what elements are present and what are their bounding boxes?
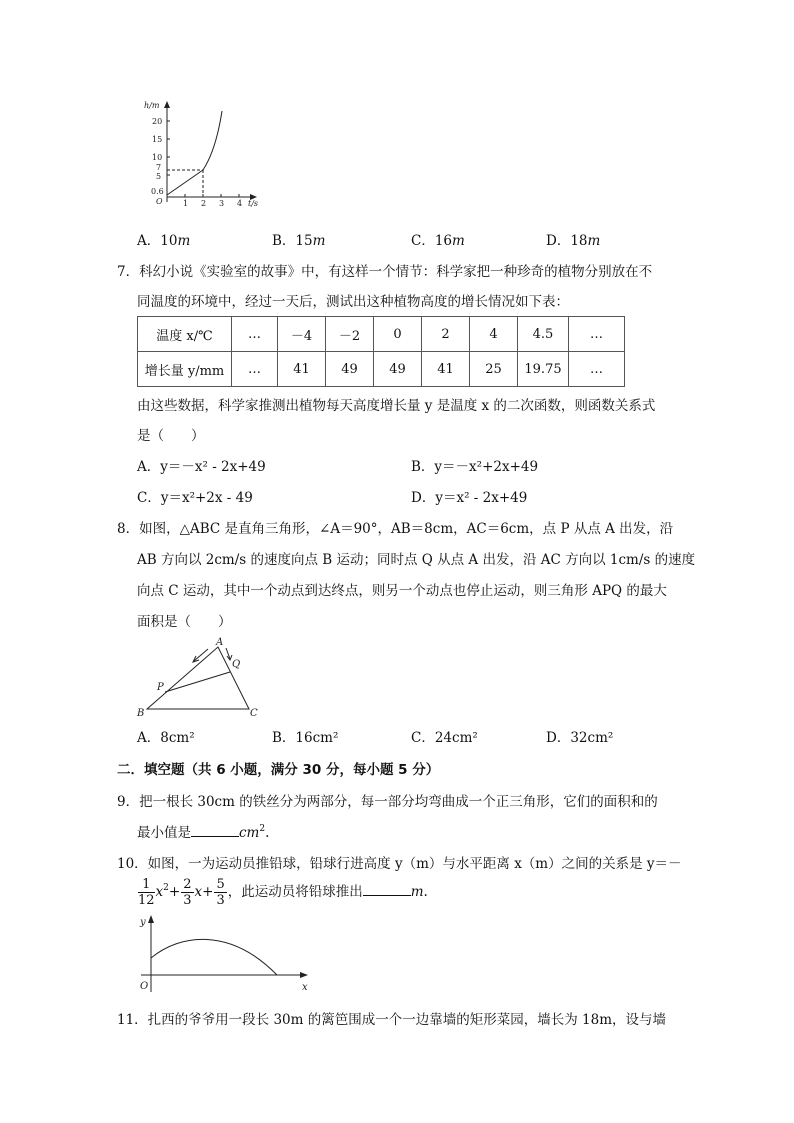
- section-2-heading: 二．填空题（共 6 小题，满分 30 分，每小题 5 分）: [117, 762, 440, 778]
- q9-text-line-1: 9．把一根长 30cm 的铁丝分为两部分，每一部分均弯曲成一个正三角形，它们的面积和的: [117, 794, 658, 810]
- y-axis-label: y: [140, 917, 146, 928]
- q8-text-line-2: AB 方向以 2cm/s 的速度向点 B 运动；同时点 Q 从点 A 出发，沿 AC 方向以 1cm/s 的速度: [137, 552, 696, 568]
- label-c: C: [250, 708, 258, 719]
- table-cell: 4: [470, 317, 518, 352]
- answer-blank[interactable]: [191, 824, 239, 837]
- table-cell: 41: [422, 352, 470, 387]
- fraction: $\frac{1}{12}$: [138, 877, 155, 908]
- label-q: Q: [232, 659, 241, 670]
- q7-text-line-2: 同温度的环境中，经过一天后，测试出这种植物高度的增长情况如下表：: [137, 294, 569, 310]
- x-axis-arrow: [300, 972, 308, 978]
- table-cell: 19.75: [518, 352, 569, 387]
- x-tick-label: 3: [219, 199, 225, 208]
- x-axis-label: t/s: [248, 199, 259, 208]
- x-tick-label: 4: [237, 199, 243, 208]
- fraction: $\frac{5}{3}$: [216, 877, 225, 908]
- table-cell: 2: [422, 317, 470, 352]
- q8-option-b[interactable]: B．16cm²: [272, 730, 339, 746]
- figure-6-graph: [140, 98, 265, 210]
- y-axis-label: h/m: [144, 101, 160, 110]
- table-cell-header: 温度 x/℃: [138, 317, 232, 352]
- table-cell: 41: [278, 352, 326, 387]
- q8-text-line-3: 向点 C 运动，其中一个动点到达终点，则另一个动点也停止运动，则三角形 APQ 的最大: [137, 583, 667, 599]
- origin-label: O: [140, 981, 149, 992]
- q10-text-line-1: 10．如图，一为运动员推铅球，铅球行进高度 y（m）与水平距离 x（m）之间的关系是 y＝－: [117, 856, 682, 872]
- q8-option-d[interactable]: D．32cm²: [546, 730, 614, 746]
- table-row-temperature: [138, 317, 625, 352]
- q7-option-c[interactable]: C．y＝x²+2x - 49: [137, 490, 253, 506]
- q7-option-d[interactable]: D．y＝x² - 2x+49: [411, 490, 528, 506]
- q7-text-line-4: 是（ ）: [137, 428, 205, 444]
- segment-pq: [165, 672, 230, 692]
- y-tick-label: 0.6: [151, 187, 164, 196]
- table-cell: －2: [326, 317, 374, 352]
- arrow-ab: [194, 649, 208, 661]
- q8-option-a[interactable]: A．8cm²: [137, 730, 195, 746]
- y-tick-label: 15: [152, 135, 163, 144]
- figure-10-trajectory: [135, 912, 315, 996]
- graph-segment-linear: [167, 170, 203, 195]
- y-tick-label: 10: [152, 153, 163, 162]
- table-row-growth: [138, 352, 625, 387]
- q8-option-c[interactable]: C．24cm²: [411, 730, 478, 746]
- y-tick-label: 7: [156, 163, 162, 172]
- table-cell: 4.5: [518, 317, 569, 352]
- y-axis-arrow: [148, 915, 154, 923]
- table-cell: …: [232, 352, 278, 387]
- q10-formula-line: $\frac{1}{12}$ $x^2+$ $\frac{2}{3}$ x+ $\frac{5}{3}$ ，此运动员将铅球推出 m.: [138, 877, 428, 908]
- table-cell: 0: [374, 317, 422, 352]
- table-cell-header: 增长量 y/mm: [138, 352, 232, 387]
- table-cell: …: [569, 352, 625, 387]
- q7-text-line-3: 由这些数据，科学家推测出植物每天高度增长量 y 是温度 x 的二次函数，则函数关系式: [137, 398, 656, 414]
- label-p: P: [157, 682, 164, 693]
- q7-text-line-1: 7．科幻小说《实验室的故事》中，有这样一个情节：科学家把一种珍奇的植物分别放在不: [117, 264, 653, 280]
- table-cell: 49: [374, 352, 422, 387]
- table-cell: …: [232, 317, 278, 352]
- x-tick-label: 1: [183, 199, 189, 208]
- y-axis-arrow: [164, 101, 170, 108]
- graph-segment-curve: [203, 111, 222, 170]
- y-tick-label: 5: [156, 172, 162, 181]
- table-cell: 25: [470, 352, 518, 387]
- figure-8-triangle: [132, 636, 262, 720]
- x-axis-label: x: [302, 982, 308, 993]
- q8-text-line-4: 面积是（ ）: [137, 614, 232, 630]
- table-cell: －4: [278, 317, 326, 352]
- q9-text-line-2: 最小值是 $cm^2$.: [137, 824, 270, 841]
- q6-option-a[interactable]: A．10m: [137, 233, 191, 249]
- q6-option-b[interactable]: B．15m: [272, 233, 326, 249]
- label-a: A: [216, 637, 224, 648]
- y-tick-label: 20: [152, 117, 163, 126]
- fraction: $\frac{2}{3}$: [183, 877, 192, 908]
- q6-option-c[interactable]: C．16m: [411, 233, 465, 249]
- q7-option-b[interactable]: B．y＝－x²+2x+49: [411, 459, 539, 475]
- trajectory-curve: [151, 939, 277, 975]
- x-tick-label: 2: [201, 199, 207, 208]
- q7-option-a[interactable]: A．y＝－x² - 2x+49: [137, 459, 266, 475]
- triangle-abc: [147, 647, 249, 709]
- q8-text-line-1: 8．如图，△ABC 是直角三角形，∠A＝90°，AB＝8cm，AC＝6cm，点 P 从点 A 出发，沿: [117, 521, 674, 537]
- label-b: B: [137, 708, 145, 719]
- q7-data-table: [137, 316, 625, 387]
- answer-blank[interactable]: [363, 883, 411, 896]
- table-cell: …: [569, 317, 625, 352]
- origin-label: O: [156, 197, 163, 206]
- q6-option-d[interactable]: D．18m: [546, 233, 601, 249]
- q11-text-line-1: 11．扎西的爷爷用一段长 30m 的篱笆围成一个一边靠墙的矩形菜园，墙长为 18m，设与墙: [117, 1012, 667, 1028]
- table-cell: 49: [326, 352, 374, 387]
